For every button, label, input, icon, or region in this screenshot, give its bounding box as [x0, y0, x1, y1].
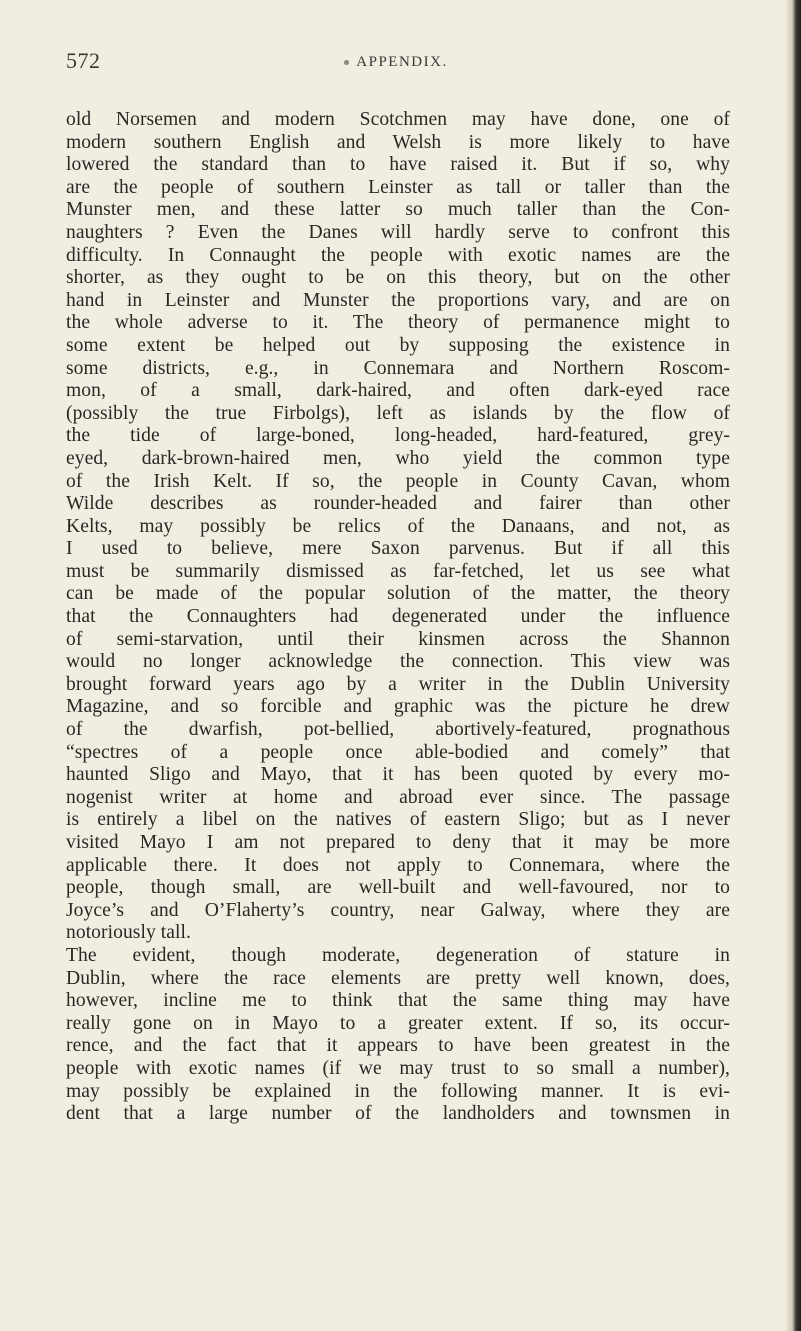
text-line: eyed, dark-brown-haired men, who yield the common type	[66, 447, 730, 469]
text-line: of the Irish Kelt. If so, the people in County Cavan, whom	[66, 470, 730, 492]
running-head-text: APPENDIX.	[356, 54, 448, 70]
text-line: the tide of large-boned, long-headed, hard-featured, grey-	[66, 425, 730, 447]
text-line: Kelts, may possibly be relics of the Danaans, and not, as	[66, 515, 730, 537]
text-line: Munster men, and these latter so much taller than the Con-	[66, 199, 730, 221]
text-line: of semi-starvation, until their kinsmen across the Shannon	[66, 628, 730, 650]
text-line: Joyce’s and O’Flaherty’s country, near Galway, where they are	[66, 899, 730, 921]
page-header	[66, 48, 726, 78]
page-edge-shadow	[785, 0, 801, 1331]
text-line: are the people of southern Leinster as tall or taller than the	[66, 176, 730, 198]
text-line: Dublin, where the race elements are pretty well known, does,	[66, 967, 730, 989]
text-line: applicable there. It does not apply to Connemara, where the	[66, 854, 730, 876]
text-line: the whole adverse to it. The theory of permanence might to	[66, 312, 730, 334]
text-line: can be made of the popular solution of the matter, the theory	[66, 583, 730, 605]
text-line: difficulty. In Connaught the people with exotic names are the	[66, 244, 730, 266]
text-line: may possibly be explained in the following manner. It is evi-	[66, 1080, 730, 1102]
text-line: Wilde describes as rounder-headed and fairer than other	[66, 493, 730, 515]
text-line: modern southern English and Welsh is more likely to have	[66, 131, 730, 153]
text-line: haunted Sligo and Mayo, that it has been quoted by every mo-	[66, 764, 730, 786]
body-text	[66, 109, 730, 1126]
text-line: shorter, as they ought to be on this theory, but on the other	[66, 267, 730, 289]
text-line: however, incline me to think that the same thing may have	[66, 990, 730, 1012]
text-line: some extent be helped out by supposing the existence in	[66, 334, 730, 356]
text-line: of the dwarfish, pot-bellied, abortively-featured, prognathous	[66, 719, 730, 741]
text-line: brought forward years ago by a writer in the Dublin University	[66, 673, 730, 695]
text-line: I used to believe, mere Saxon parvenus. But if all this	[66, 538, 730, 560]
text-line: some districts, e.g., in Connemara and Northern Roscom-	[66, 357, 730, 379]
text-line: would no longer acknowledge the connection. This view was	[66, 651, 730, 673]
text-line: The evident, though moderate, degeneration of stature in	[66, 944, 730, 966]
text-line: people with exotic names (if we may trust to so small a number),	[66, 1057, 730, 1079]
text-line: hand in Leinster and Munster the proportions vary, and are on	[66, 289, 730, 311]
text-line: (possibly the true Firbolgs), left as islands by the flow of	[66, 402, 730, 424]
text-line: people, though small, are well-built and well-favoured, nor to	[66, 877, 730, 899]
text-line: must be summarily dismissed as far-fetched, let us see what	[66, 560, 730, 582]
text-line: “spectres of a people once able-bodied and comely” that	[66, 741, 730, 763]
text-line: rence, and the fact that it appears to have been greatest in the	[66, 1035, 730, 1057]
text-line: Magazine, and so forcible and graphic was the picture he drew	[66, 696, 730, 718]
running-head	[66, 54, 726, 71]
text-line: nogenist writer at home and abroad ever since. The passage	[66, 786, 730, 808]
text-line: dent that a large number of the landholders and townsmen in	[66, 1103, 730, 1125]
text-line: old Norsemen and modern Scotchmen may have done, one of	[66, 109, 730, 130]
text-line: lowered the standard than to have raised it. But if so, why	[66, 154, 730, 176]
page-number: 572	[66, 48, 101, 73]
bullet-icon	[344, 60, 349, 65]
text-line: notoriously tall.	[66, 922, 191, 944]
text-line: that the Connaughters had degenerated under the influence	[66, 606, 730, 628]
text-line: naughters ? Even the Danes will hardly serve to confront this	[66, 221, 730, 243]
text-line: really gone on in Mayo to a greater extent. If so, its occur-	[66, 1012, 730, 1034]
text-line: visited Mayo I am not prepared to deny that it may be more	[66, 832, 730, 853]
text-line: mon, of a small, dark-haired, and often dark-eyed race	[66, 380, 730, 402]
text-line: is entirely a libel on the natives of eastern Sligo; but as I never	[66, 809, 730, 831]
